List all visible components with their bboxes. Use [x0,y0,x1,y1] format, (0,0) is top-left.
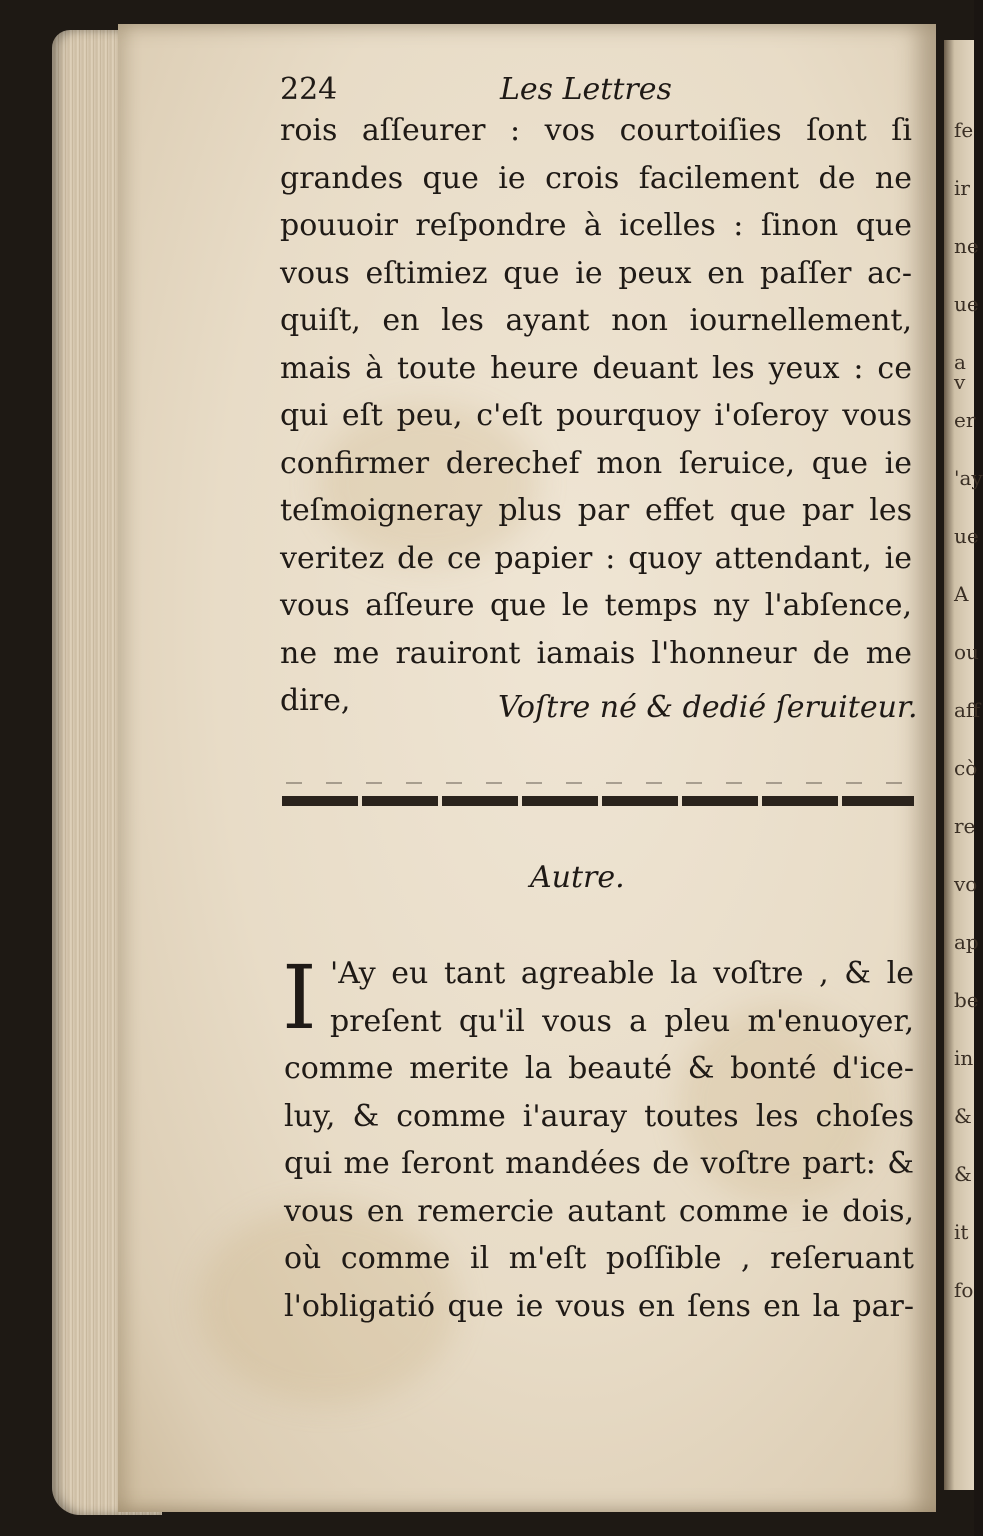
running-head [280,68,912,112]
text-line: vous aſſeure que le temps ny l'abſence, [280,588,912,623]
facing-page-fragment: A [954,582,969,606]
facing-page-fragment: & [954,1162,972,1186]
page-number: 224 [280,72,338,107]
facing-page-fragment: it [954,1220,969,1244]
facing-page-fragment: fe [954,118,974,142]
text-line: veritez de ce papier : quoy attendant, ie [280,540,912,576]
text-line: 'Ay eu tant agreable la voſtre , & le [330,956,914,991]
facing-page-fragment: be [954,988,979,1012]
text-line: pouuoir reſpondre à icelles : ſinon que [280,208,912,243]
facing-page-fragment: ue [954,292,979,316]
section-heading: Autre. [530,860,625,895]
facing-page-fragment: & [954,1104,972,1128]
drop-cap: I [282,946,317,1049]
text-line: confirmer derechef mon ſeruice, que ie [280,445,912,481]
text-line: qui eſt peu, c'eſt pourquoy i'oſeroy vous [280,398,912,433]
text-line: teſmoigneray plus par effet que par les [280,493,912,528]
letter-two-opening [330,950,914,1045]
text-line: grandes que ie crois facilement de ne [280,160,912,196]
facing-page-fragment: 'ay [954,466,983,490]
facing-page-fragment: ou [954,640,979,664]
facing-page-fragment: cò [954,756,978,780]
text-line: mais à toute heure deuant les yeux : ce [280,350,912,386]
facing-page-fragment: a v [954,350,966,394]
text-line: où comme il m'eſt poſſible , reſeruant [284,1241,914,1276]
header-title: Les Lettres [500,72,672,107]
ornament-rule [282,796,914,806]
text-line: l'obligatió que ie vous en ſens en la par- [284,1288,914,1324]
facing-page-fragment: in [954,1046,974,1070]
text-line: dire, [280,683,351,718]
facing-page-fragment: ne [954,234,979,258]
text-line: preſent qu'il vous a pleu m'enuoyer, [330,1003,914,1039]
facing-page-fragment: fo [954,1278,974,1302]
text-line: ne me rauiront iamais l'honneur de me [280,635,912,671]
text-line: qui me ſeront mandées de voſtre part: & [284,1146,914,1181]
facing-page-fragment: er [954,408,976,432]
facing-page-fragment: ap [954,930,979,954]
facing-page-fragment: aff [954,698,981,722]
letter-two-body [284,1045,914,1330]
text-line: vous eſtimiez que ie peux en paſſer ac- [280,255,912,291]
text-line: quiſt, en les ayant non iournellement, [280,303,912,338]
text-line: luy, & comme i'auray toutes les choſes [284,1098,914,1134]
signature: Voſtre né & dedié ſeruiteur. [498,690,918,725]
facing-page-fragment: ir [954,176,970,200]
facing-page-fragment: ue [954,524,979,548]
text-line: vous en remercie autant comme ie dois, [284,1193,914,1229]
text-line: comme merite la beauté & bonté d'ice- [284,1051,914,1086]
letter-one-body [280,107,912,725]
text-line: rois aſſeurer : vos courtoiſies ſont ſi [280,113,912,148]
ornament-rule-thin [286,782,912,784]
facing-page-fragment: re [954,814,976,838]
facing-page-fragment: vo [954,872,978,896]
